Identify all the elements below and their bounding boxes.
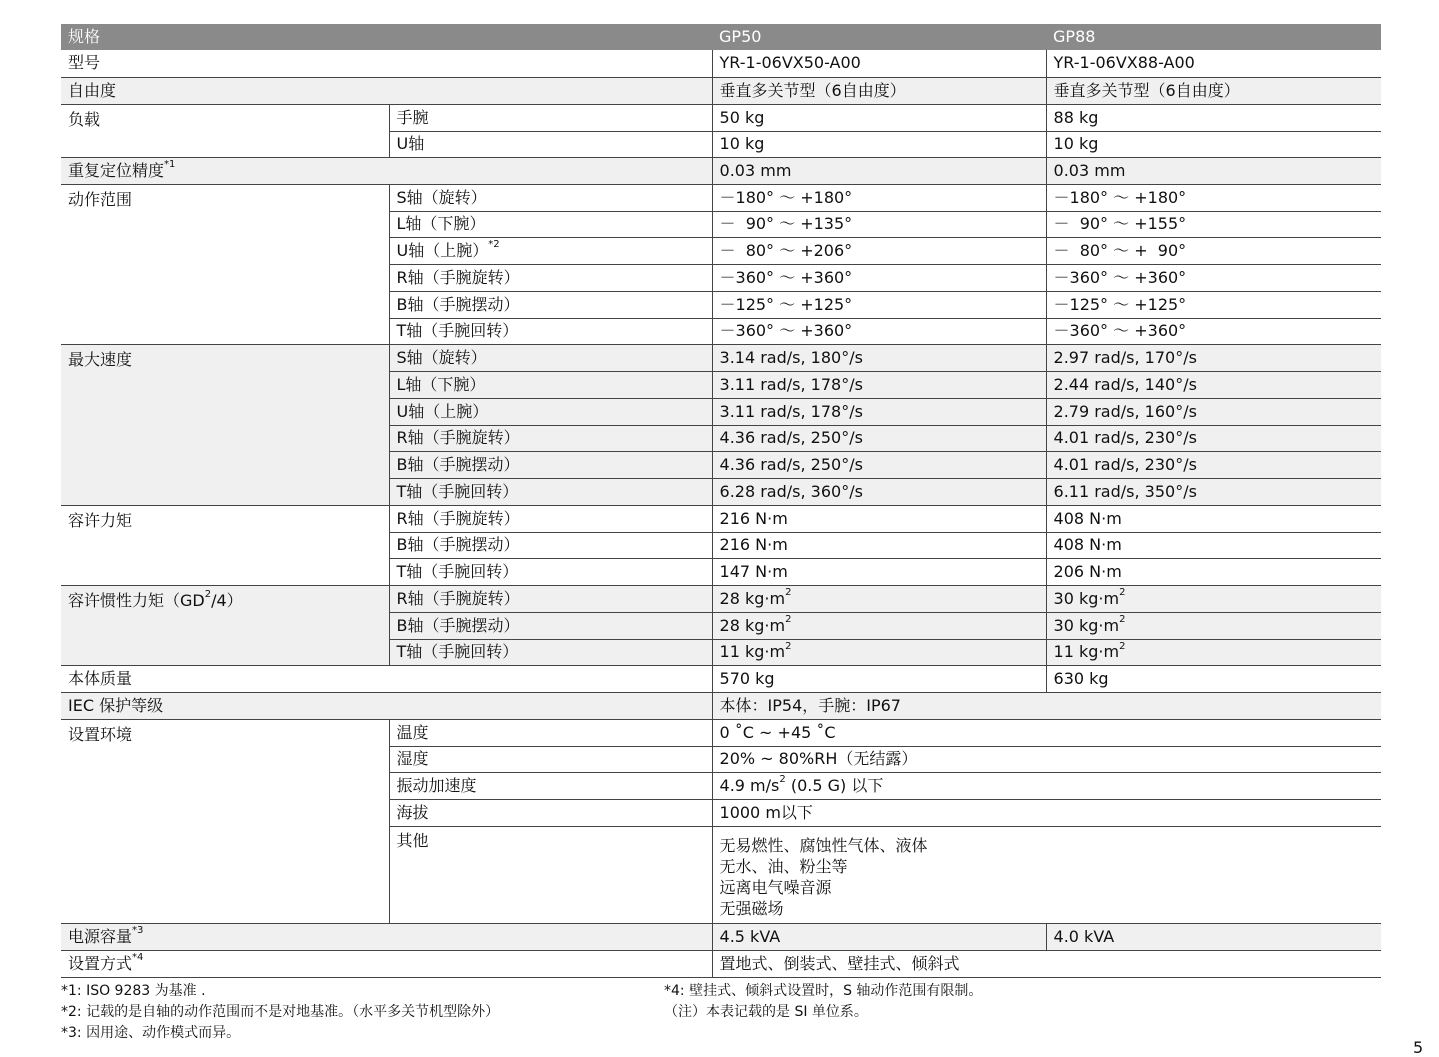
range-gp50: － 90° ～ +135°: [712, 211, 1046, 237]
dof-label: 自由度: [61, 77, 712, 104]
env-other-line: 远离电气噪音源: [719, 877, 832, 897]
row-mount: [61, 950, 1381, 977]
range-gp50: －125° ～ +125°: [712, 291, 1046, 318]
inertia-gp88: [1046, 585, 1381, 612]
dof-gp50: 垂直多关节型（6自由度）: [712, 77, 1046, 104]
inertia-gp50: [712, 612, 1046, 639]
env-temp-value: 0 ˚C ~ +45 ˚C: [712, 719, 1381, 746]
range-sub-u: [389, 237, 712, 264]
speed-gp50: 4.36 rad/s, 250°/s: [712, 425, 1046, 451]
row-moment-r: [61, 505, 1381, 532]
vibration-a: 4.9 m/s: [719, 775, 780, 795]
inertia-label: [61, 585, 389, 665]
footnote-si: （注）本表记载的是 SI 单位系。: [664, 1004, 868, 1020]
inertia-label-a: 容许惯性力矩（GD: [68, 590, 205, 610]
env-label: 设置环境: [61, 719, 389, 923]
footnote-1: *1: ISO 9283 为基准 .: [61, 983, 206, 999]
moment-gp50: 147 N·m: [712, 558, 1046, 585]
mass-gp88: 630 kg: [1046, 665, 1381, 692]
row-power: [61, 923, 1381, 950]
range-gp88: － 80° ～ + 90°: [1046, 237, 1381, 264]
moment-sub: R轴（手腕旋转）: [389, 505, 712, 532]
range-sub: S轴（旋转）: [389, 184, 712, 211]
range-gp50: － 80° ～ +206°: [712, 237, 1046, 264]
row-inertia-r: [61, 585, 1381, 612]
speed-gp50: 6.28 rad/s, 360°/s: [712, 478, 1046, 505]
model-gp88: YR-1-06VX88-A00: [1046, 50, 1381, 77]
range-gp50: －360° ～ +360°: [712, 318, 1046, 344]
env-sub: 温度: [389, 719, 712, 746]
range-gp88: －360° ～ +360°: [1046, 318, 1381, 344]
inertia-value: 11 kg·m: [1053, 642, 1120, 661]
row-payload-wrist: [61, 104, 1381, 131]
iec-label: IEC 保护等级: [61, 692, 712, 719]
repeat-label: [61, 157, 712, 184]
payload-sub: 手腕: [389, 104, 712, 131]
speed-sub: U轴（上腕）: [389, 398, 712, 425]
superscript: 2: [785, 614, 792, 626]
inertia-value: 28 kg·m: [719, 615, 786, 635]
repeat-label-text: 重复定位精度: [68, 160, 165, 180]
moment-label: 容许力矩: [61, 505, 389, 585]
speed-gp88: 2.97 rad/s, 170°/s: [1046, 344, 1381, 371]
env-sub: 湿度: [389, 746, 712, 772]
speed-label: 最大速度: [61, 344, 389, 505]
inertia-value: 30 kg·m: [1053, 615, 1120, 635]
superscript: 2: [1119, 587, 1126, 599]
spec-table: [61, 24, 1381, 978]
footnote-ref: *1: [164, 159, 176, 171]
env-sub: 振动加速度: [389, 772, 712, 799]
range-sub: R轴（手腕旋转）: [389, 264, 712, 291]
superscript: 2: [204, 589, 212, 601]
range-gp88: －360° ～ +360°: [1046, 264, 1381, 291]
row-model: [61, 50, 1381, 77]
power-label: [61, 923, 712, 950]
footnote-ref: *4: [132, 952, 144, 964]
speed-gp88: 6.11 rad/s, 350°/s: [1046, 478, 1381, 505]
payload-gp50: 10 kg: [712, 131, 1046, 157]
superscript: 2: [779, 774, 786, 786]
inertia-value: 30 kg·m: [1053, 588, 1120, 608]
speed-sub: L轴（下腕）: [389, 371, 712, 398]
row-repeatability: [61, 157, 1381, 184]
repeat-gp88: 0.03 mm: [1046, 157, 1381, 184]
inertia-sub: R轴（手腕旋转）: [389, 585, 712, 612]
env-sub: 其他: [389, 826, 712, 923]
inertia-sub: T轴（手腕回转）: [389, 639, 712, 665]
speed-gp88: 4.01 rad/s, 230°/s: [1046, 425, 1381, 451]
header-gp88: GP88: [1046, 24, 1381, 50]
model-gp50: YR-1-06VX50-A00: [712, 50, 1046, 77]
range-gp88: －180° ～ +180°: [1046, 184, 1381, 211]
range-sub: L轴（下腕）: [389, 211, 712, 237]
speed-gp50: 3.14 rad/s, 180°/s: [712, 344, 1046, 371]
mount-value: 置地式、倒装式、壁挂式、倾斜式: [712, 950, 1381, 977]
speed-sub: S轴（旋转）: [389, 344, 712, 371]
header-gp50: GP50: [712, 24, 1046, 50]
footnote-3: *3: 因用途、动作模式而异。: [61, 1025, 241, 1041]
payload-gp88: 10 kg: [1046, 131, 1381, 157]
power-gp50: 4.5 kVA: [712, 923, 1046, 950]
speed-gp88: 4.01 rad/s, 230°/s: [1046, 451, 1381, 478]
inertia-value: 11 kg·m: [719, 642, 786, 661]
env-other-line: 无强磁场: [719, 898, 784, 918]
moment-sub: B轴（手腕摆动）: [389, 532, 712, 558]
mount-label-text: 设置方式: [68, 953, 133, 973]
footnote-2: *2: 记载的是自轴的动作范围而不是对地基准。（水平多关节机型除外）: [61, 1004, 500, 1020]
range-sub: B轴（手腕摆动）: [389, 291, 712, 318]
range-gp88: － 90° ～ +155°: [1046, 211, 1381, 237]
range-sub-text: U轴（上腕）: [396, 240, 489, 260]
inertia-gp88: [1046, 639, 1381, 665]
payload-gp50: 50 kg: [712, 104, 1046, 131]
row-dof: [61, 77, 1381, 104]
power-label-text: 电源容量: [68, 926, 133, 946]
env-other-value: [712, 826, 1381, 923]
moment-gp50: 216 N·m: [712, 532, 1046, 558]
footnote-4: *4: 壁挂式、倾斜式设置时，S 轴动作范围有限制。: [664, 983, 983, 999]
range-sub: T轴（手腕回转）: [389, 318, 712, 344]
env-other-line: 无水、油、粉尘等: [719, 856, 848, 876]
range-gp50: －180° ～ +180°: [712, 184, 1046, 211]
env-vibration-value: [712, 772, 1381, 799]
row-env-temp: [61, 719, 1381, 746]
range-label: 动作范围: [61, 184, 389, 344]
inertia-gp50: [712, 585, 1046, 612]
vibration-b: (0.5 G) 以下: [785, 775, 884, 795]
inertia-sub: B轴（手腕摆动）: [389, 612, 712, 639]
env-other-line: 无易燃性、腐蚀性气体、液体: [719, 835, 928, 855]
header-spec: 规格: [61, 24, 712, 50]
row-speed-s: [61, 344, 1381, 371]
moment-gp88: 408 N·m: [1046, 532, 1381, 558]
moment-sub: T轴（手腕回转）: [389, 558, 712, 585]
moment-gp50: 216 N·m: [712, 505, 1046, 532]
superscript: 2: [1119, 614, 1126, 626]
speed-gp50: 3.11 rad/s, 178°/s: [712, 398, 1046, 425]
range-gp88: －125° ～ +125°: [1046, 291, 1381, 318]
iec-value: 本体：IP54，手腕：IP67: [712, 692, 1381, 719]
dof-gp88: 垂直多关节型（6自由度）: [1046, 77, 1381, 104]
env-humidity-value: 20% ~ 80%RH（无结露）: [712, 746, 1381, 772]
moment-gp88: 206 N·m: [1046, 558, 1381, 585]
speed-sub: R轴（手腕旋转）: [389, 425, 712, 451]
range-gp50: －360° ～ +360°: [712, 264, 1046, 291]
mass-label: 本体质量: [61, 665, 712, 692]
row-iec: [61, 692, 1381, 719]
superscript: 2: [785, 640, 792, 652]
env-altitude-value: 1000 m以下: [712, 799, 1381, 826]
repeat-gp50: 0.03 mm: [712, 157, 1046, 184]
row-mass: [61, 665, 1381, 692]
power-gp88: 4.0 kVA: [1046, 923, 1381, 950]
superscript: 2: [785, 587, 792, 599]
env-sub: 海拔: [389, 799, 712, 826]
footnote-ref: *3: [132, 925, 144, 937]
mass-gp50: 570 kg: [712, 665, 1046, 692]
speed-sub: B轴（手腕摆动）: [389, 451, 712, 478]
footnotes-left: [61, 981, 499, 1044]
inertia-value: 28 kg·m: [719, 588, 786, 608]
footnotes-right: [664, 981, 982, 1023]
inertia-gp88: [1046, 612, 1381, 639]
moment-gp88: 408 N·m: [1046, 505, 1381, 532]
page-number: 5: [1413, 1038, 1424, 1057]
speed-gp88: 2.79 rad/s, 160°/s: [1046, 398, 1381, 425]
payload-gp88: 88 kg: [1046, 104, 1381, 131]
payload-sub: U轴: [389, 131, 712, 157]
superscript: 2: [1119, 640, 1126, 652]
speed-gp50: 4.36 rad/s, 250°/s: [712, 451, 1046, 478]
speed-sub: T轴（手腕回转）: [389, 478, 712, 505]
header-row: [61, 24, 1381, 50]
speed-gp50: 3.11 rad/s, 178°/s: [712, 371, 1046, 398]
row-range-s: [61, 184, 1381, 211]
mount-label: [61, 950, 712, 977]
footnote-ref: *2: [488, 239, 500, 251]
speed-gp88: 2.44 rad/s, 140°/s: [1046, 371, 1381, 398]
inertia-label-b: /4）: [211, 590, 243, 610]
payload-label: 负载: [61, 104, 389, 157]
model-label: 型号: [61, 50, 712, 77]
inertia-gp50: [712, 639, 1046, 665]
